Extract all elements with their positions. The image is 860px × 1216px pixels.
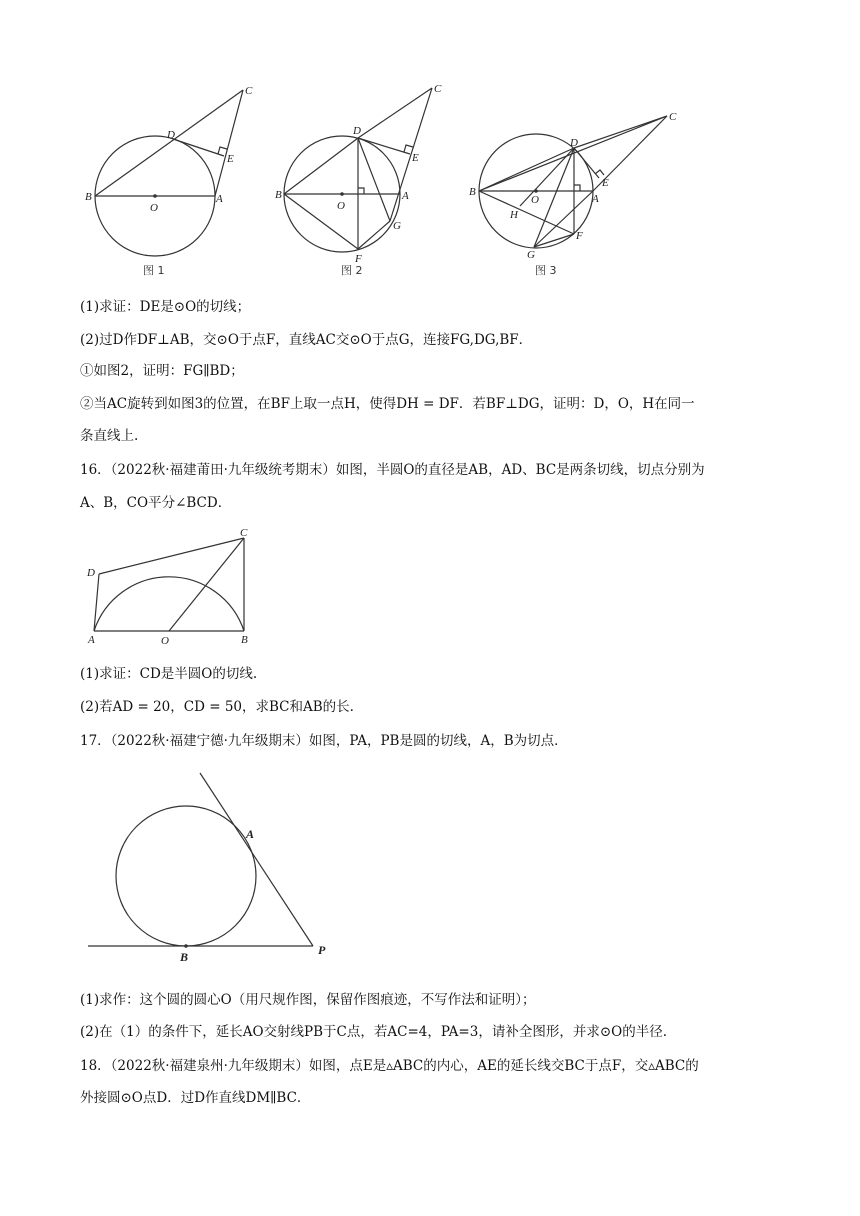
right-angle-mark-2 xyxy=(574,185,580,191)
label-b: B xyxy=(275,189,282,201)
right-angle-mark xyxy=(218,147,227,154)
q15-part2b-line1: ②当AC旋转到如图3的位置，在BF上取一点H，使得DH = DF．若BF⊥DG，证明：D，O，H在同一 xyxy=(80,396,695,412)
figure-q17 xyxy=(80,765,340,975)
q15-part2b-line2: 条直线上. xyxy=(80,428,139,444)
line-ac xyxy=(215,90,243,196)
label-c: C xyxy=(245,85,253,97)
figure-q16 xyxy=(80,525,280,650)
q16-stem-line1: 16．（2022秋·福建莆田·九年级统考期末）如图，半圆O的直径是AB，AD、BC是两条切线，切点分别为 xyxy=(80,462,705,478)
label-c: C xyxy=(434,83,442,95)
line-ag xyxy=(534,191,593,247)
figure-2-caption: 图 2 xyxy=(341,264,363,277)
label-e: E xyxy=(602,177,609,189)
q18-stem-line1: 18．（2022秋·福建泉州·九年级期末）如图，点E是▵ABC的内心，AE的延长线交BC于点F，交▵ABC的 xyxy=(80,1058,699,1074)
label-f: F xyxy=(355,253,362,265)
line-ad xyxy=(94,574,99,631)
line-bc xyxy=(479,116,667,191)
line-gc xyxy=(390,88,432,221)
label-b: B xyxy=(241,634,248,646)
line-bd xyxy=(284,138,358,194)
label-e: E xyxy=(227,153,234,165)
right-angle-mark-2 xyxy=(358,188,364,194)
line-dh xyxy=(520,148,574,206)
label-o: O xyxy=(161,635,169,647)
label-g: G xyxy=(393,220,401,232)
q16-part2: (2)若AD = 20，CD = 50，求BC和AB的长. xyxy=(80,699,354,715)
label-d: D xyxy=(570,137,578,149)
label-o: O xyxy=(337,200,345,212)
q15-part1: (1)求证：DE是⊙O的切线； xyxy=(80,299,251,315)
line-oc xyxy=(169,538,244,631)
label-g: G xyxy=(527,249,535,261)
line-fg xyxy=(358,221,390,249)
label-o: O xyxy=(150,202,158,214)
label-a: A xyxy=(88,634,95,646)
label-b: B xyxy=(85,191,92,203)
line-bf xyxy=(479,191,574,234)
line-de xyxy=(173,139,224,156)
label-a: A xyxy=(216,193,223,205)
label-p: P xyxy=(318,943,326,957)
label-f: F xyxy=(576,230,583,242)
figure-3 xyxy=(465,78,685,283)
line-dc xyxy=(574,116,667,148)
q15-part2a: ①如图2，证明：FG∥BD； xyxy=(80,363,244,379)
line-dc xyxy=(358,88,432,138)
line-pa xyxy=(200,773,313,946)
label-a: A xyxy=(246,827,255,841)
line-dg xyxy=(358,138,390,221)
figure-2 xyxy=(275,78,475,283)
figure-3-caption: 图 3 xyxy=(535,264,557,277)
line-bc xyxy=(95,90,243,196)
label-h: H xyxy=(510,209,518,221)
label-b: B xyxy=(180,950,189,964)
line-dc xyxy=(99,538,244,574)
label-c: C xyxy=(669,111,677,123)
label-d: D xyxy=(167,129,175,141)
q17-part1: (1)求作：这个圆的圆心O（用尺规作图，保留作图痕迹，不写作法和证明）； xyxy=(80,992,536,1008)
q15-part2: (2)过D作DF⊥AB，交⊙O于点F，直线AC交⊙O于点G，连接FG,DG,BF． xyxy=(80,332,533,348)
q16-part1: (1)求证：CD是半圆O的切线. xyxy=(80,666,258,682)
label-c: C xyxy=(240,527,248,539)
line-de xyxy=(358,138,410,154)
line-bf xyxy=(284,194,358,249)
q17-part2: (2)在（1）的条件下，延长AO交射线PB于C点，若AC=4，PA=3，请补全图形，并求⊙O的半径. xyxy=(80,1024,668,1040)
label-a: A xyxy=(592,193,599,205)
label-o: O xyxy=(531,194,539,206)
semicircle-o xyxy=(94,577,244,631)
figure-1-caption: 图 1 xyxy=(143,264,165,277)
q17-stem: 17．（2022秋·福建宁德·九年级期末）如图，PA，PB是圆的切线，A，B为切点． xyxy=(80,733,568,749)
q18-stem-line2: 外接圆⊙O点D．过D作直线DM∥BC． xyxy=(80,1090,311,1106)
label-d: D xyxy=(353,125,361,137)
figure-1 xyxy=(80,78,280,283)
q16-stem-line2: A、B，CO平分∠BCD． xyxy=(80,495,232,511)
label-a: A xyxy=(402,190,409,202)
label-d: D xyxy=(87,567,95,579)
label-e: E xyxy=(412,152,419,164)
label-b: B xyxy=(469,186,476,198)
